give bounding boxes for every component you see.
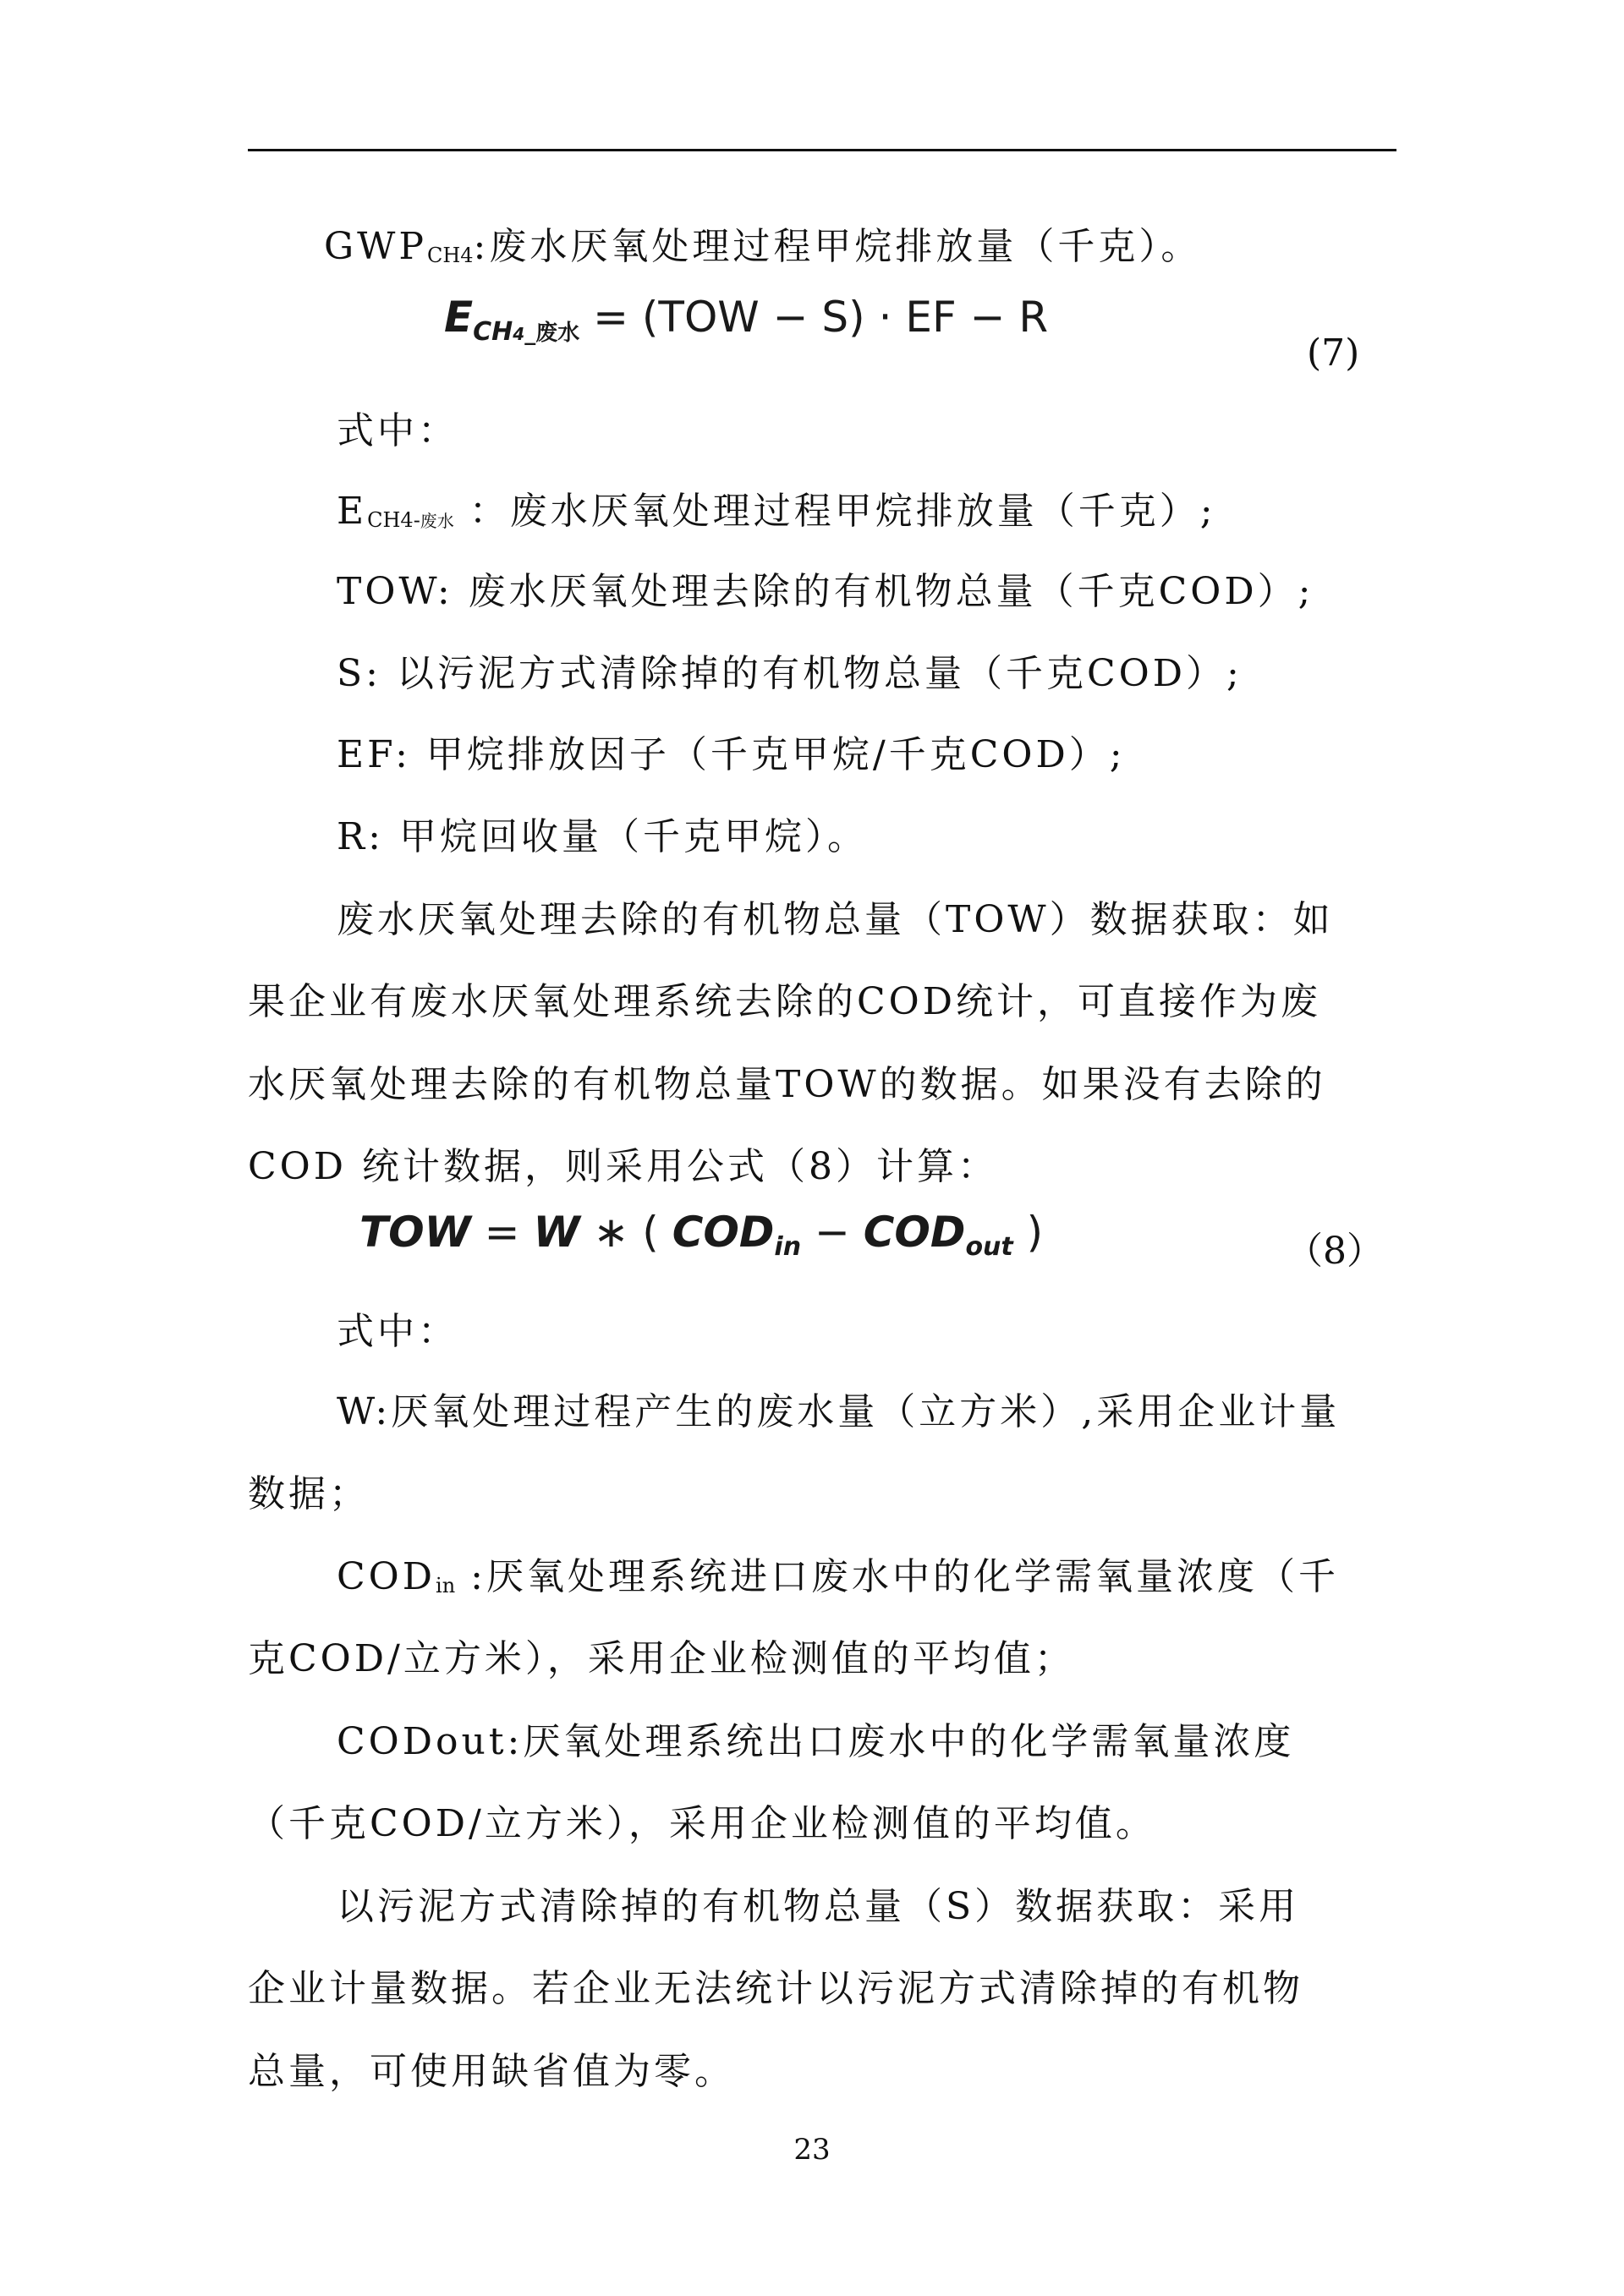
paragraph-2-line-2: 企业计量数据。若企业无法统计以污泥方式清除掉的有机物 bbox=[248, 1967, 1303, 2010]
paragraph-1-line-4: COD 统计数据，则采用公式（8）计算： bbox=[248, 1145, 998, 1188]
codin-definition-line-2: 克COD/立方米），采用企业检测值的平均值； bbox=[248, 1637, 1075, 1680]
equation-number-7: (7) bbox=[1307, 332, 1360, 375]
formula-7-rhs: = (TOW − S) · EF − R bbox=[579, 293, 1049, 342]
formula-8: TOW = W ∗ ( $COD_{in} - COD_{out}$ ) bbox=[359, 1208, 1044, 1262]
formula-7-lhs: E bbox=[444, 293, 474, 342]
ef-definition: EF: 甲烷排放因子（千克甲烷/千克COD）; bbox=[337, 733, 1126, 776]
paragraph-1-line-3: 水厌氧处理去除的有机物总量TOW的数据。如果没有去除的 bbox=[248, 1063, 1326, 1106]
codin-definition-line-1: CODin :厌氧处理系统进口废水中的化学需氧量浓度（千 bbox=[337, 1555, 1339, 1598]
formula-7: $E_{CH4\_废水} = (TOW - S)$ · EF − R bbox=[444, 293, 1049, 347]
s-definition: S: 以污泥方式清除掉的有机物总量（千克COD）; bbox=[337, 652, 1243, 695]
tow-definition: TOW: 废水厌氧处理去除的有机物总量（千克COD）; bbox=[337, 570, 1314, 613]
where-label-2: 式中： bbox=[337, 1310, 458, 1353]
codout-definition-line-2: （千克COD/立方米），采用企业检测值的平均值。 bbox=[248, 1802, 1156, 1845]
header-rule bbox=[248, 149, 1396, 151]
gwp-line: GWPCH4:废水厌氧处理过程甲烷排放量（千克）。 bbox=[324, 225, 1202, 268]
e-ch4-definition: $ECH4-_{废水}$ ：废水厌氧处理过程甲烷排放量（千克）; bbox=[337, 490, 1216, 533]
where-label-1: 式中： bbox=[337, 409, 458, 452]
paragraph-2-line-3: 总量，可使用缺省值为零。 bbox=[248, 2050, 735, 2093]
paragraph-2-line-1: 以污泥方式清除掉的有机物总量（S）数据获取：采用 bbox=[337, 1885, 1300, 1928]
codout-definition-line-1: CODout:厌氧处理系统出口废水中的化学需氧量浓度 bbox=[337, 1720, 1295, 1763]
page-number: 23 bbox=[793, 2133, 831, 2167]
paragraph-1-line-2: 果企业有废水厌氧处理系统去除的COD统计，可直接作为废 bbox=[248, 980, 1322, 1023]
w-definition-line-1: W:厌氧处理过程产生的废水量（立方米）,采用企业计量 bbox=[337, 1390, 1341, 1433]
w-definition-line-2: 数据； bbox=[248, 1472, 370, 1515]
r-definition: R: 甲烷回收量（千克甲烷）。 bbox=[337, 815, 868, 858]
paragraph-1-line-1: 废水厌氧处理去除的有机物总量（TOW）数据获取：如 bbox=[337, 898, 1334, 941]
equation-number-8: （8） bbox=[1286, 1230, 1384, 1273]
